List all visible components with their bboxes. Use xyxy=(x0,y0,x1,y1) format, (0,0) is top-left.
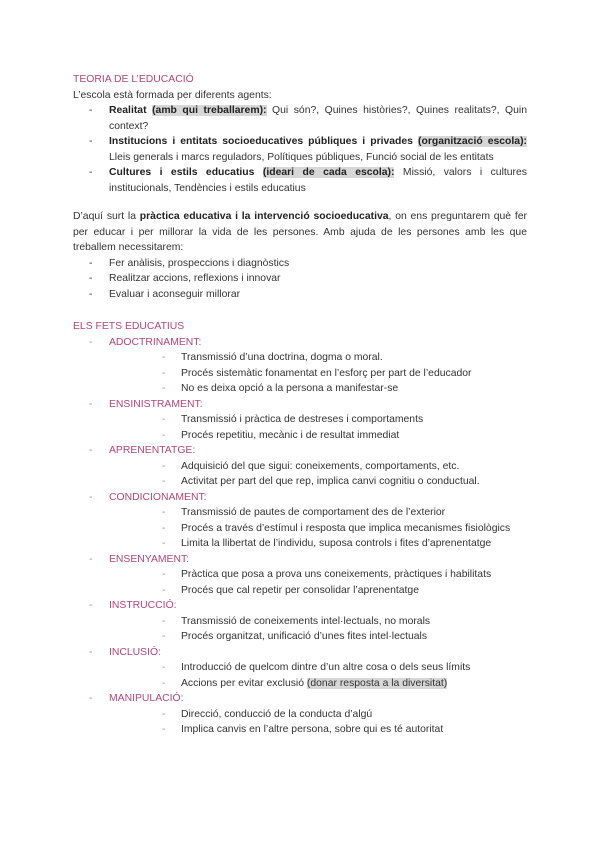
dash-bullet: - xyxy=(89,553,93,565)
need-text: Realitzar accions, reflexions i innovar xyxy=(109,273,281,284)
category-point xyxy=(109,459,527,475)
category-title: ENSINISTRAMENT: xyxy=(109,398,203,410)
category-title: INSTRUCCIÓ: xyxy=(109,600,177,611)
dash-bullet: - xyxy=(89,288,93,300)
practice-paragraph: D’aquí surt la pràctica educativa i la intervenció socioeducativa, on ens preguntarem què fer per educar i per millorar la vida de les persones. Amb ajuda de les persones amb les que treballem necessitarem: xyxy=(73,211,527,253)
category-points xyxy=(109,459,527,490)
point-text: Accions per evitar exclusió xyxy=(181,677,307,689)
agent-item xyxy=(73,165,527,196)
dash-bullet: - xyxy=(162,662,166,673)
agent-highlight: (organització escola): xyxy=(418,136,527,147)
category-points xyxy=(109,505,527,552)
point-highlight: (donar resposta a la diversitat) xyxy=(306,677,448,689)
need-item xyxy=(73,256,527,272)
agent-item xyxy=(73,103,527,134)
category-title: ENSENYAMENT: xyxy=(109,553,190,565)
point-text: Adquisició del que sigui: coneixements, comportaments, etc. xyxy=(181,460,460,472)
category-point xyxy=(109,428,527,444)
category-item xyxy=(73,645,527,692)
agent-highlight: (amb qui treballarem): xyxy=(152,105,267,116)
category-title: CONDICIONAMENT: xyxy=(109,491,207,503)
category-point xyxy=(109,583,527,599)
need-text: Evaluar i aconseguir millorar xyxy=(109,288,241,300)
dash-bullet: - xyxy=(162,584,166,596)
dash-bullet: - xyxy=(162,383,166,394)
agent-name: Cultures i estils educatius xyxy=(109,167,263,178)
agent-name: Institucions i entitats socioeducatives públiques i privades xyxy=(109,136,419,147)
dash-bullet: - xyxy=(89,445,93,456)
point-text: Procés repetitiu, mecànic i de resultat immediat xyxy=(181,429,400,441)
dash-bullet: - xyxy=(162,631,166,642)
point-text: Direcció, conducció de la conducta d’algú xyxy=(181,708,373,720)
category-title: INCLUSIÓ: xyxy=(109,646,161,658)
category-point xyxy=(109,505,527,521)
agent-desc: Missió, valors i cultures institucionals, Tendències i estils educatius xyxy=(109,167,527,194)
dash-bullet: - xyxy=(89,398,93,410)
dash-bullet: - xyxy=(162,414,166,425)
dash-bullet: - xyxy=(89,600,93,611)
dash-bullet: - xyxy=(89,646,93,658)
category-points xyxy=(109,614,527,645)
category-item xyxy=(73,552,527,599)
category-point xyxy=(109,536,527,552)
point-text: Procés a través d’estímul i resposta que implica mecanismes fisiològics xyxy=(181,522,511,534)
point-text: Procés que cal repetir per consolidar l’aprenentatge xyxy=(181,584,419,596)
point-text: Transmissió de pautes de comportament des de l’exterior xyxy=(181,507,446,518)
dash-bullet: - xyxy=(89,273,93,284)
categories-list xyxy=(73,335,527,738)
agent-desc: Qui són?, Quines històries?, Quines realitats?, Quin context? xyxy=(109,105,528,132)
agent-name: Realitat xyxy=(109,105,153,116)
dash-bullet: - xyxy=(89,336,93,348)
point-text: Pràctica que posa a prova uns coneixements, pràctiques i habilitats xyxy=(181,569,492,580)
category-point xyxy=(109,629,527,645)
category-points xyxy=(109,350,527,397)
needs-list xyxy=(73,256,527,303)
dash-bullet: - xyxy=(162,367,166,379)
category-point xyxy=(109,521,527,537)
category-point xyxy=(109,350,527,366)
dash-bullet: - xyxy=(89,693,93,704)
dash-bullet: - xyxy=(162,429,166,441)
category-points xyxy=(109,567,527,598)
point-text: No es deixa opció a la persona a manifestar-se xyxy=(181,383,399,394)
dash-bullet: - xyxy=(89,105,93,116)
category-point xyxy=(109,614,527,630)
category-point xyxy=(109,474,527,490)
dash-bullet: - xyxy=(162,522,166,534)
category-item xyxy=(73,397,527,444)
dash-bullet: - xyxy=(89,491,93,503)
agents-list xyxy=(73,103,527,196)
agent-desc: Lleis generals i marcs reguladors, Polítiques públiques, Funció social de les entitats xyxy=(109,151,494,163)
category-title: MANIPULACIÓ: xyxy=(109,693,184,704)
category-point xyxy=(109,366,527,382)
category-item xyxy=(73,490,527,552)
category-point xyxy=(109,567,527,583)
agent-item xyxy=(73,134,527,165)
point-text: Procés organitzat, unificació d’unes fites intel·lectuals xyxy=(181,631,428,642)
need-text: Fer anàlisis, prospeccions i diagnòstics xyxy=(109,257,290,269)
dash-bullet: - xyxy=(162,724,166,735)
point-text: Introducció de quelcom dintre d’un altre cosa o dels seus límits xyxy=(181,662,471,673)
dash-bullet: - xyxy=(162,507,166,518)
point-text: Transmissió i pràctica de destreses i comportaments xyxy=(181,414,424,425)
dash-bullet: - xyxy=(162,538,166,549)
category-item xyxy=(73,335,527,397)
category-point xyxy=(109,412,527,428)
need-item xyxy=(73,271,527,287)
category-title: ADOCTRINAMENT: xyxy=(109,336,202,348)
document-content xyxy=(73,72,527,738)
section-title-fets: ELS FETS EDUCATIUS xyxy=(73,321,185,332)
dash-bullet: - xyxy=(162,352,166,363)
point-text: Procés sistemàtic fonamentat en l’esforç per part de l’educador xyxy=(181,367,472,379)
category-item xyxy=(73,598,527,645)
point-text: Transmissió d’una doctrina, dogma o moral. xyxy=(181,352,383,363)
dash-bullet: - xyxy=(162,460,166,472)
need-item xyxy=(73,287,527,303)
category-points xyxy=(109,660,527,691)
point-text: Implica canvis en l’altre persona, sobre qui es té autoritat xyxy=(181,724,444,735)
category-item xyxy=(73,443,527,490)
point-text: Activitat per part del que rep, implica canvi cognitiu o conductual. xyxy=(181,476,480,487)
category-points xyxy=(109,412,527,443)
point-text: Limita la llibertat de l’individu, suposa controls i fites d’aprenentatge xyxy=(181,538,492,549)
category-points xyxy=(109,707,527,738)
category-point xyxy=(109,381,527,397)
dash-bullet: - xyxy=(162,677,166,689)
category-title: APRENENTATGE: xyxy=(109,445,196,456)
agent-highlight: (ideari de cada escola): xyxy=(262,167,395,178)
point-text: Transmissió de coneixements intel·lectuals, no morals xyxy=(181,615,431,627)
dash-bullet: - xyxy=(89,257,93,269)
dash-bullet: - xyxy=(162,708,166,720)
dash-bullet: - xyxy=(89,167,93,178)
dash-bullet: - xyxy=(162,476,166,487)
category-point xyxy=(109,722,527,738)
category-item xyxy=(73,691,527,738)
dash-bullet: - xyxy=(162,615,166,627)
dash-bullet: - xyxy=(162,569,166,580)
category-point xyxy=(109,676,527,692)
section-title-teoria: TEORIA DE L’EDUCACIÓ xyxy=(73,74,194,85)
intro-text: L’escola està formada per diferents agents: xyxy=(73,89,272,101)
category-point xyxy=(109,707,527,723)
category-point xyxy=(109,660,527,676)
dash-bullet: - xyxy=(89,136,93,147)
